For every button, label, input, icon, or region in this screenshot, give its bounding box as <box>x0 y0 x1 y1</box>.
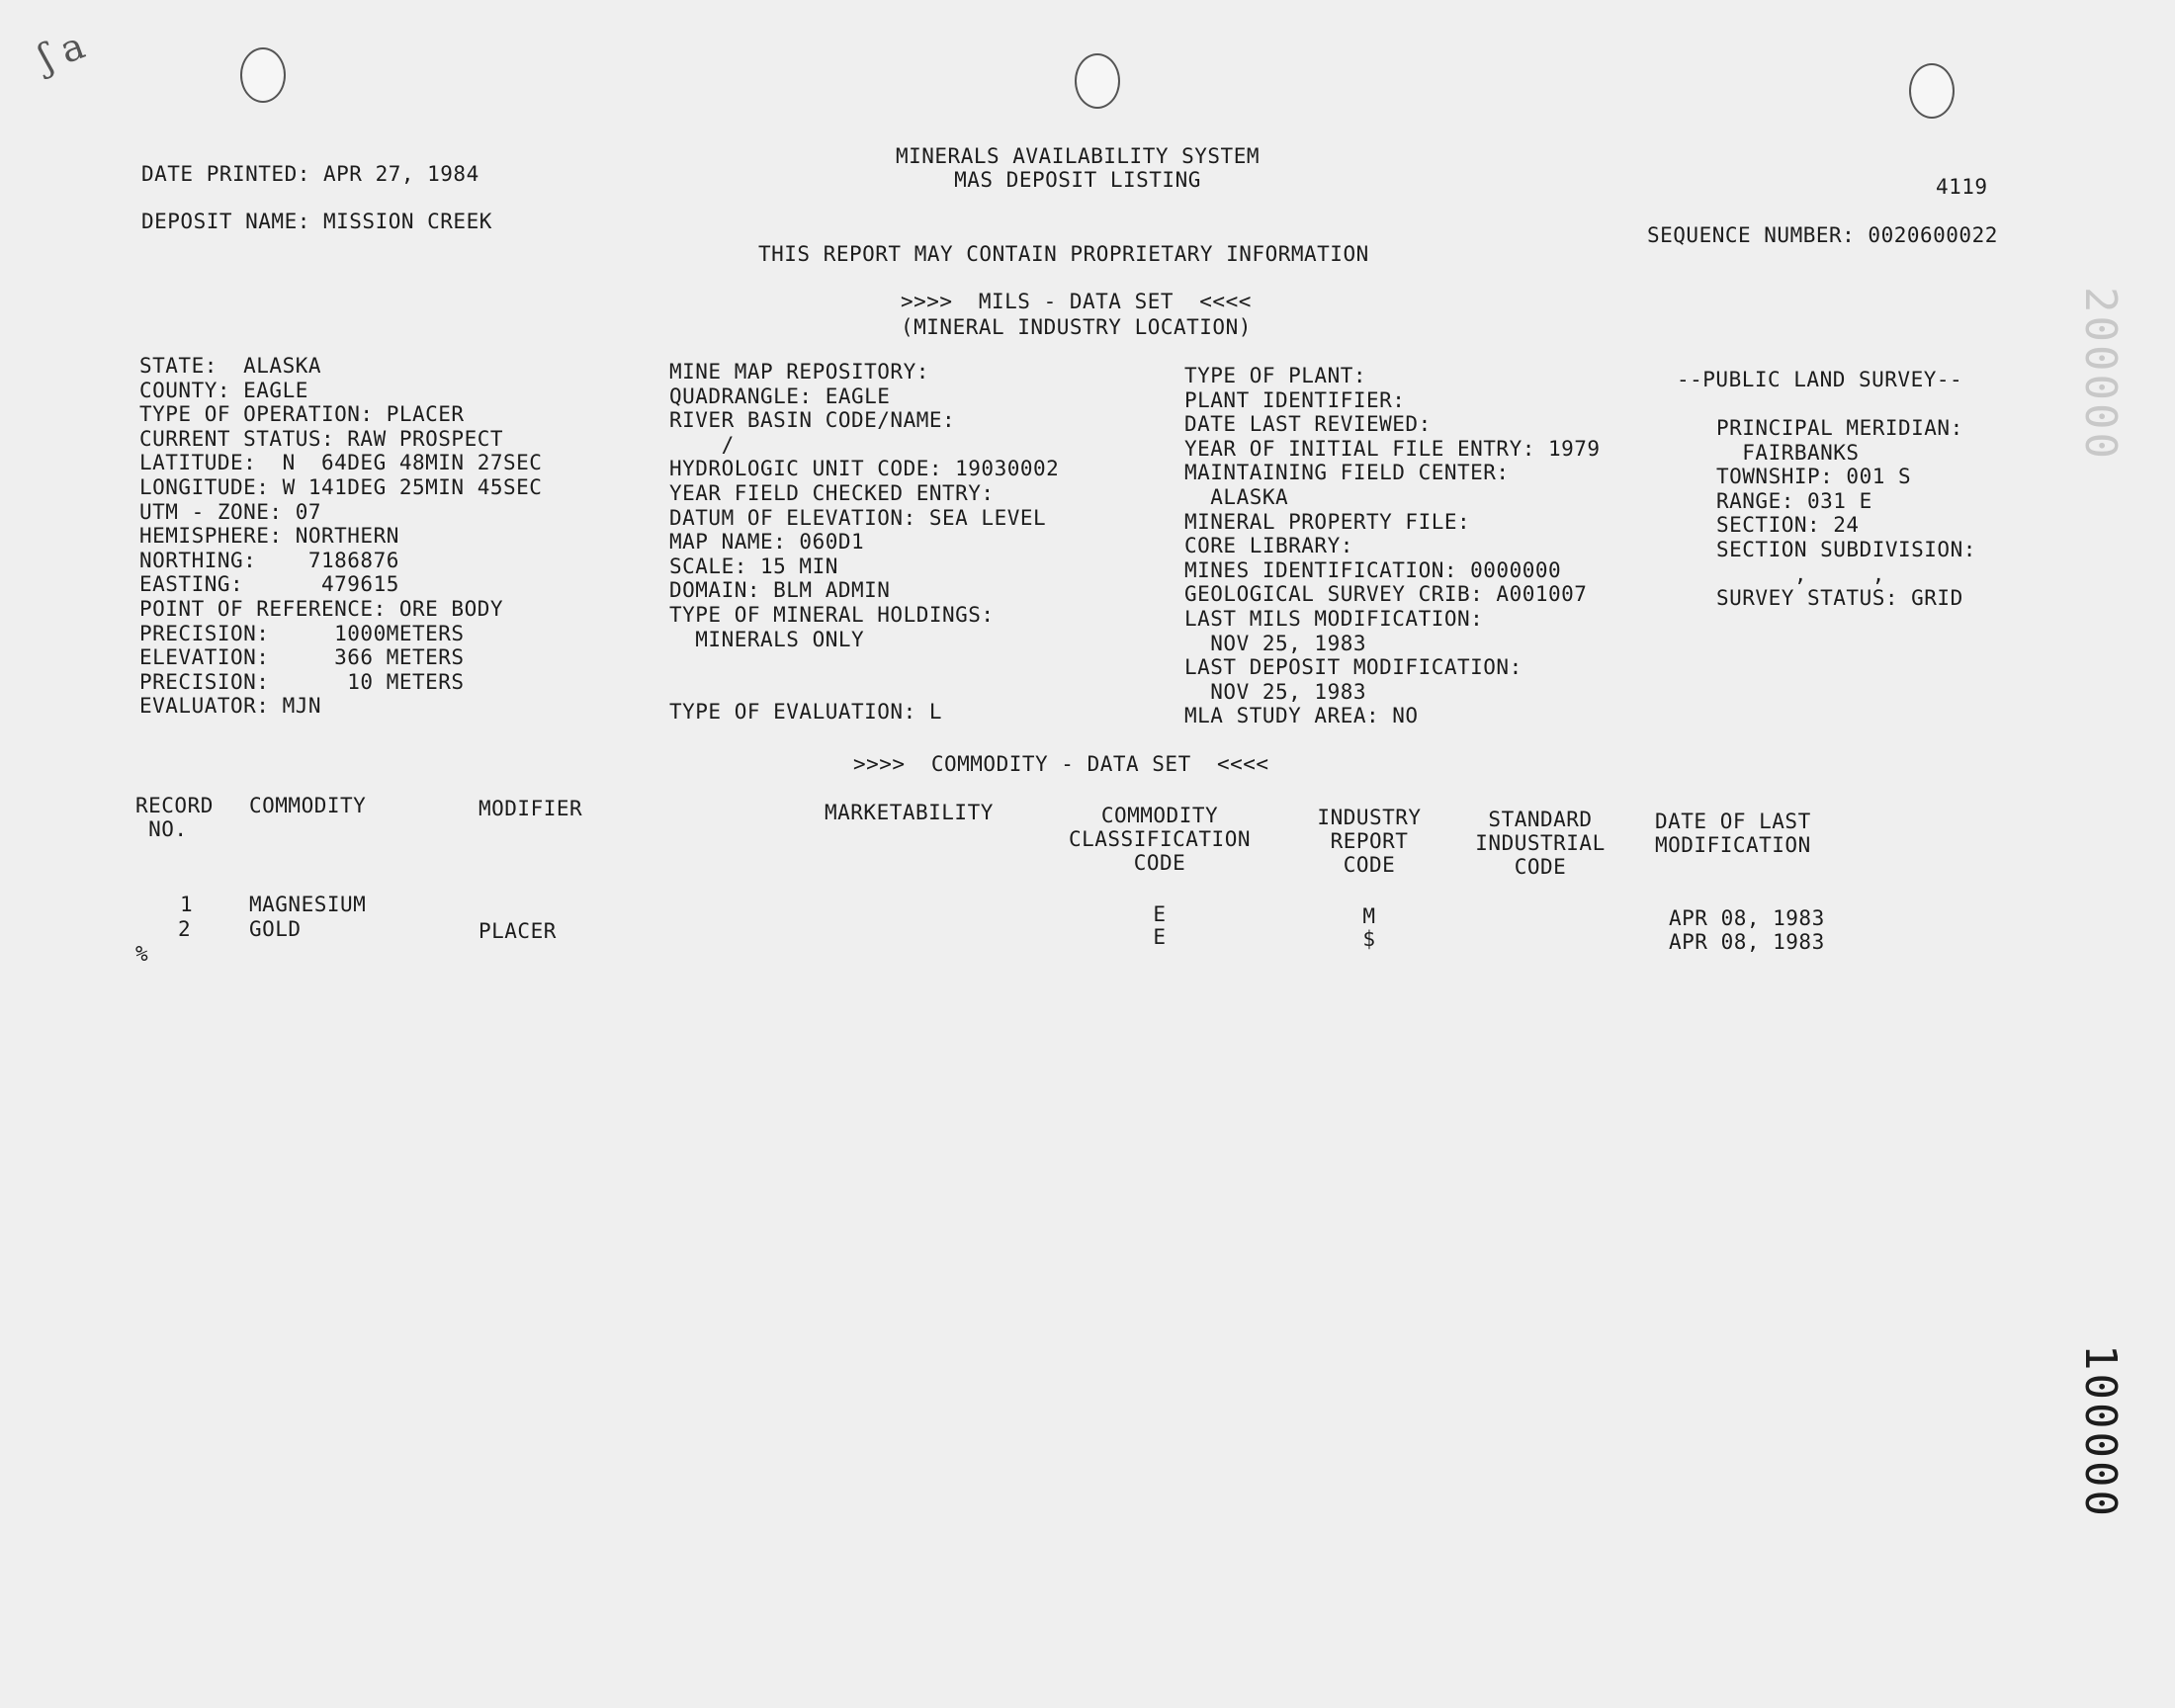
plant-info-line: ALASKA <box>1184 484 1289 509</box>
plant-info-line: MLA STUDY AREA: NO <box>1184 704 1419 728</box>
mine-info-line: MINE MAP REPOSITORY: <box>669 360 929 384</box>
mils-heading: >>>> MILS - DATA SET <<<< <box>901 290 1252 313</box>
plant-info-line: MINES IDENTIFICATION: 0000000 <box>1184 557 1562 582</box>
plant-info-line: CORE LIBRARY: <box>1184 534 1353 558</box>
mine-info-line: HYDROLOGIC UNIT CODE: 19030002 <box>669 457 1060 481</box>
row1-industry: M <box>1362 904 1376 928</box>
land-survey-line: RANGE: 031 E <box>1716 488 1872 513</box>
binder-hole-right <box>1909 63 1955 119</box>
location-fields <box>139 354 542 719</box>
location-line: CURRENT STATUS: RAW PROSPECT <box>139 426 504 451</box>
mine-info-line <box>669 676 1059 701</box>
row2-commodity: GOLD <box>249 917 302 941</box>
binder-hole-center <box>1075 53 1120 109</box>
system-title: MINERALS AVAILABILITY SYSTEM <box>895 144 1260 168</box>
location-line: LONGITUDE: W 141DEG 25MIN 45SEC <box>139 474 543 499</box>
plant-info-line: MAINTAINING FIELD CENTER: <box>1184 461 1510 485</box>
row2-industry: $ <box>1362 927 1376 951</box>
location-line: ELEVATION: 366 METERS <box>139 645 465 670</box>
mine-info-line: SCALE: 15 MIN <box>669 554 838 578</box>
commodity-heading: >>>> COMMODITY - DATA SET <<<< <box>853 752 1269 776</box>
mine-fields <box>669 360 1059 725</box>
location-line: POINT OF REFERENCE: ORE BODY <box>139 596 504 621</box>
col-header-marketability: MARKETABILITY <box>825 801 994 824</box>
plant-info-line: NOV 25, 1983 <box>1184 679 1367 704</box>
row1-classification: E <box>1153 902 1167 926</box>
mine-info-line <box>669 651 1059 676</box>
location-line: HEMISPHERE: NORTHERN <box>139 524 399 549</box>
land-survey-line: , , <box>1716 561 1885 586</box>
location-line: EASTING: 479615 <box>139 572 399 597</box>
row2-record: 2 <box>178 917 192 941</box>
location-line: PRECISION: 10 METERS <box>139 669 465 694</box>
row2-date: APR 08, 1983 <box>1669 930 1825 954</box>
mils-subheading: (MINERAL INDUSTRY LOCATION) <box>901 315 1252 339</box>
mine-info-line: YEAR FIELD CHECKED ENTRY: <box>669 480 995 505</box>
margin-stamp-bottom: 100000 <box>2075 1344 2126 1519</box>
plant-info-line: MINERAL PROPERTY FILE: <box>1184 509 1471 534</box>
mine-info-line: DATUM OF ELEVATION: SEA LEVEL <box>669 505 1047 530</box>
land-survey-line: SECTION: 24 <box>1716 513 1860 538</box>
plant-info-line: DATE LAST REVIEWED: <box>1184 412 1432 437</box>
proprietary-notice: THIS REPORT MAY CONTAIN PROPRIETARY INFORMATION <box>758 242 1369 266</box>
location-line: NORTHING: 7186876 <box>139 548 399 572</box>
mine-info-line: TYPE OF EVALUATION: L <box>669 700 943 725</box>
plant-info-line: TYPE OF PLANT: <box>1184 364 1367 387</box>
col-header-standard: STANDARD INDUSTRIAL CODE <box>1475 808 1606 879</box>
row2-modifier: PLACER <box>478 919 557 943</box>
land-survey-fields <box>1716 416 1976 611</box>
deposit-name: DEPOSIT NAME: MISSION CREEK <box>141 210 492 233</box>
mine-info-line: TYPE OF MINERAL HOLDINGS: <box>669 602 995 627</box>
date-printed: DATE PRINTED: APR 27, 1984 <box>141 162 479 186</box>
margin-stamp-top-faint: 200000 <box>2075 287 2126 462</box>
plant-info-line: NOV 25, 1983 <box>1184 631 1367 655</box>
col-header-classification: COMMODITY CLASSIFICATION CODE <box>1068 804 1251 875</box>
page-code: 4119 <box>1936 175 1988 199</box>
row1-date: APR 08, 1983 <box>1669 906 1825 930</box>
handwritten-mark: ʃ a <box>33 23 91 80</box>
land-survey-line: SECTION SUBDIVISION: <box>1716 537 1976 561</box>
mine-info-line: MAP NAME: 060D1 <box>669 530 865 555</box>
col-header-industry: INDUSTRY REPORT CODE <box>1317 806 1422 877</box>
plant-info-line: LAST MILS MODIFICATION: <box>1184 606 1484 631</box>
plant-info-line: YEAR OF INITIAL FILE ENTRY: 1979 <box>1184 436 1601 461</box>
end-marker: % <box>135 942 149 966</box>
mine-info-line: DOMAIN: BLM ADMIN <box>669 578 891 603</box>
mine-info-line: MINERALS ONLY <box>669 627 865 651</box>
plant-info-line: PLANT IDENTIFIER: <box>1184 387 1406 412</box>
land-survey-line: PRINCIPAL MERIDIAN: <box>1716 416 1963 440</box>
col-header-commodity: COMMODITY <box>249 794 367 817</box>
listing-title: MAS DEPOSIT LISTING <box>954 168 1201 192</box>
land-survey-heading: --PUBLIC LAND SURVEY-- <box>1677 368 1963 391</box>
mine-info-line: / <box>669 432 735 457</box>
location-line: LATITUDE: N 64DEG 48MIN 27SEC <box>139 451 543 475</box>
col-header-date: DATE OF LAST MODIFICATION <box>1655 810 1811 857</box>
land-survey-line: SURVEY STATUS: GRID <box>1716 586 1963 611</box>
sequence-number: SEQUENCE NUMBER: 0020600022 <box>1647 223 1998 247</box>
col-header-record: RECORD NO. <box>135 794 214 841</box>
mine-info-line: RIVER BASIN CODE/NAME: <box>669 408 956 433</box>
plant-fields <box>1184 364 1601 728</box>
plant-info-line: GEOLOGICAL SURVEY CRIB: A001007 <box>1184 582 1588 607</box>
location-line: COUNTY: EAGLE <box>139 378 308 402</box>
row2-classification: E <box>1153 925 1167 949</box>
location-line: TYPE OF OPERATION: PLACER <box>139 402 465 427</box>
mine-info-line: QUADRANGLE: EAGLE <box>669 384 891 408</box>
location-line: EVALUATOR: MJN <box>139 694 322 719</box>
location-line: PRECISION: 1000METERS <box>139 621 465 645</box>
location-line: STATE: ALASKA <box>139 354 322 378</box>
row1-commodity: MAGNESIUM <box>249 893 367 916</box>
binder-hole-left <box>240 47 286 103</box>
col-header-modifier: MODIFIER <box>478 797 583 820</box>
plant-info-line: LAST DEPOSIT MODIFICATION: <box>1184 655 1522 680</box>
location-line: UTM - ZONE: 07 <box>139 499 322 524</box>
land-survey-line: TOWNSHIP: 001 S <box>1716 465 1912 489</box>
row1-record: 1 <box>180 893 194 916</box>
land-survey-line: FAIRBANKS <box>1716 440 1860 465</box>
